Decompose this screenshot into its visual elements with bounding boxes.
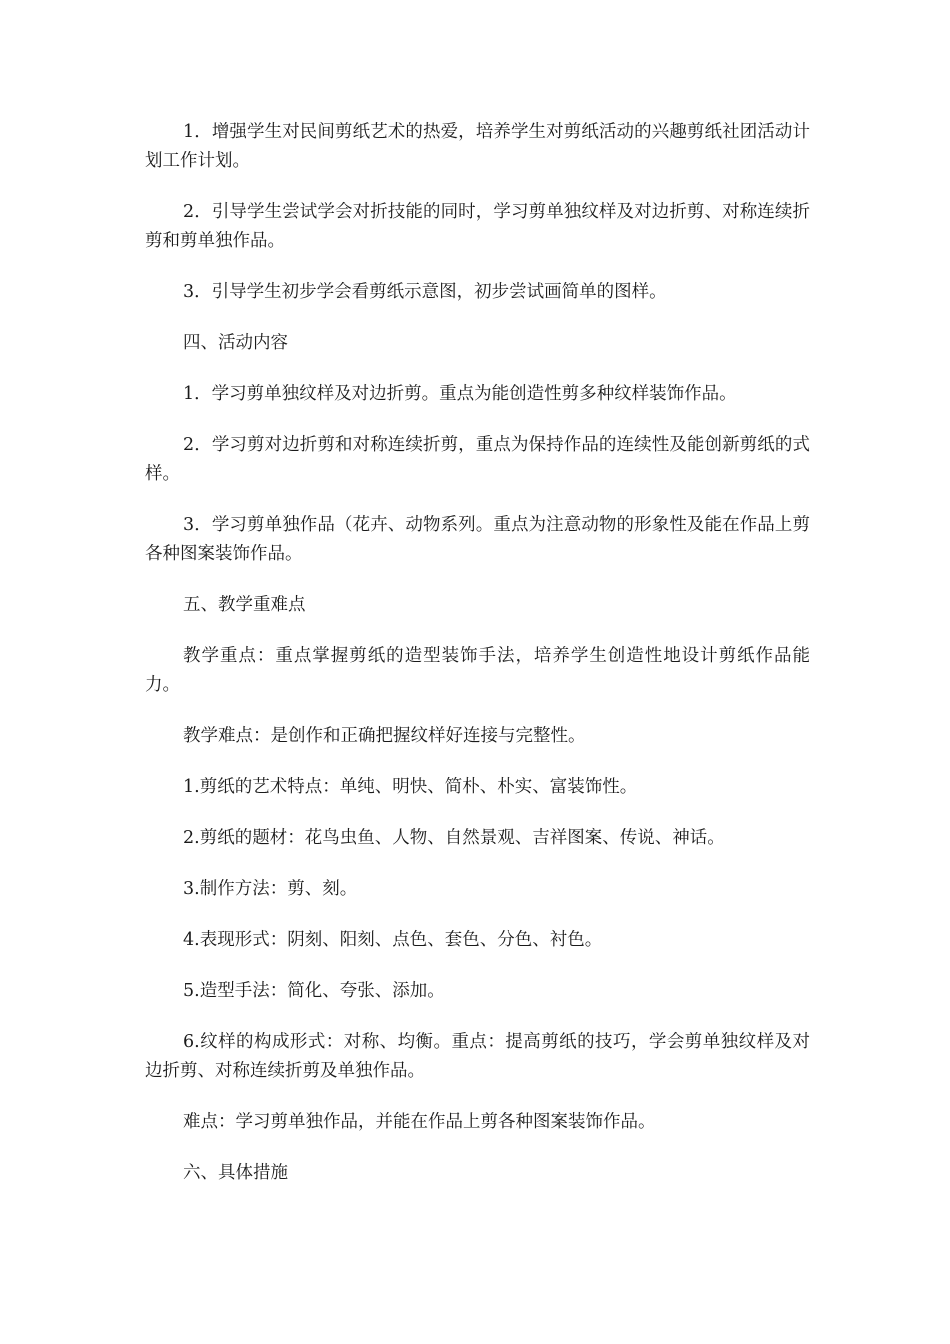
feature-item-2: 2.剪纸的题材：花鸟虫鱼、人物、自然景观、吉祥图案、传说、神话。 — [183, 828, 725, 848]
activity-paragraph-3: 3．学习剪单独作品（花卉、动物系列。重点为注意动物的形象性及能在作品上剪各种图案装饰作品。 — [145, 515, 810, 564]
goal-paragraph-3: 3．引导学生初步学会看剪纸示意图，初步尝试画简单的图样。 — [183, 282, 667, 302]
feature-item-5: 5.造型手法：简化、夸张、添加。 — [183, 981, 445, 1001]
feature-item-4: 4.表现形式：阴刻、阳刻、点色、套色、分色、衬色。 — [183, 930, 603, 950]
goal-paragraph-2: 2．引导学生尝试学会对折技能的同时，学习剪单独纹样及对边折剪、对称连续折剪和剪单独作品。 — [145, 202, 810, 251]
feature-item-1: 1.剪纸的艺术特点：单纯、明快、简朴、朴实、富装饰性。 — [183, 777, 638, 797]
teaching-difficulty: 教学难点：是创作和正确把握纹样好连接与完整性。 — [183, 726, 586, 746]
feature-item-6: 6.纹样的构成形式：对称、均衡。重点：提高剪纸的技巧，学会剪单独纹样及对边折剪、对称连续折剪及单独作品。 — [145, 1032, 810, 1081]
goal-paragraph-1: 1．增强学生对民间剪纸艺术的热爱，培养学生对剪纸活动的兴趣剪纸社团活动计划工作计划。 — [145, 122, 810, 171]
difficulty-paragraph: 难点：学习剪单独作品，并能在作品上剪各种图案装饰作品。 — [183, 1112, 656, 1132]
feature-item-3: 3.制作方法：剪、刻。 — [183, 879, 358, 899]
teaching-key-point: 教学重点：重点掌握剪纸的造型装饰手法，培养学生创造性地设计剪纸作品能力。 — [145, 646, 810, 695]
section-heading-measures: 六、具体措施 — [183, 1163, 288, 1183]
activity-paragraph-1: 1．学习剪单独纹样及对边折剪。重点为能创造性剪多种纹样装饰作品。 — [183, 384, 737, 404]
section-heading-activity-content: 四、活动内容 — [183, 333, 288, 353]
document-body — [145, 118, 810, 1210]
section-heading-key-points: 五、教学重难点 — [183, 595, 306, 615]
activity-paragraph-2: 2．学习剪对边折剪和对称连续折剪，重点为保持作品的连续性及能创新剪纸的式样。 — [145, 435, 810, 484]
